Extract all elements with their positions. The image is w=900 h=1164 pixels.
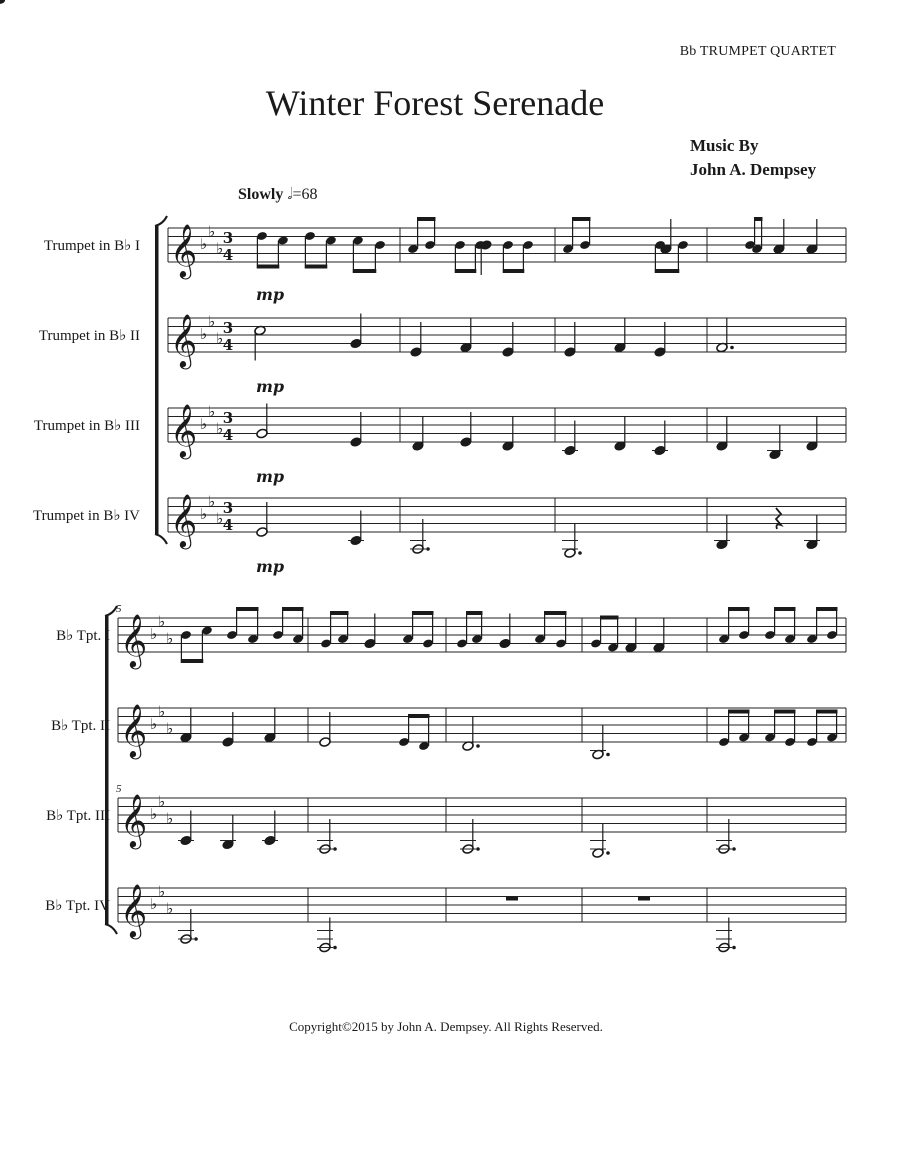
bracket-hook <box>105 924 117 934</box>
time-signature-bottom: 4 <box>222 516 234 534</box>
system-1 <box>0 0 846 576</box>
dot <box>476 847 480 851</box>
beam <box>600 616 619 620</box>
bracket-hook <box>155 534 167 544</box>
time-signature-bottom: 4 <box>222 426 234 444</box>
staff <box>56 603 846 669</box>
beam <box>544 611 567 615</box>
treble-clef-icon: 𝄞 <box>120 613 148 667</box>
staff <box>0 0 846 304</box>
quarter-note-icon: 𝅗𝅥 <box>287 184 293 203</box>
flat-icon: ♭ <box>166 719 174 738</box>
flat-icon: ♭ <box>166 809 174 828</box>
ensemble-label: Bb TRUMPET QUARTET <box>679 44 836 59</box>
flat-icon: ♭ <box>216 509 224 528</box>
tempo-text: Slowly <box>238 186 284 203</box>
flat-icon: ♭ <box>150 895 158 913</box>
treble-clef-icon: 𝄞 <box>120 883 148 937</box>
beam <box>417 217 436 221</box>
flat-icon: ♭ <box>216 239 224 258</box>
system-bracket <box>155 226 159 534</box>
time-signature-top: 3 <box>222 229 234 247</box>
flat-icon: ♭ <box>200 325 208 343</box>
credit-label: Music By <box>690 136 759 155</box>
part-label: B♭ Tpt. I <box>56 628 110 644</box>
beam <box>728 710 750 714</box>
dynamic-marking: mp <box>256 377 285 396</box>
part-label: B♭ Tpt. IV <box>45 898 110 914</box>
beam <box>572 217 591 221</box>
flat-icon: ♭ <box>158 792 166 811</box>
staff <box>45 882 846 953</box>
flat-icon: ♭ <box>216 419 224 438</box>
beam <box>754 217 763 221</box>
beam <box>305 265 328 269</box>
beam <box>774 607 796 611</box>
part-label: Trumpet in B♭ II <box>38 328 140 344</box>
part-label: B♭ Tpt. II <box>51 718 110 734</box>
flat-icon: ♭ <box>158 702 166 721</box>
treble-clef-icon: 𝄞 <box>170 313 198 367</box>
treble-clef-icon: 𝄞 <box>120 703 148 757</box>
dot <box>194 937 198 941</box>
beam <box>257 265 280 269</box>
flat-icon: ♭ <box>150 805 158 823</box>
dot <box>333 847 337 851</box>
staff <box>46 783 846 858</box>
flat-icon: ♭ <box>158 882 166 901</box>
staff <box>39 312 846 396</box>
beam <box>282 607 304 611</box>
staff <box>51 702 846 760</box>
dynamic-marking: mp <box>256 557 285 576</box>
beam <box>816 607 838 611</box>
flat-icon: ♭ <box>200 415 208 433</box>
flat-icon: ♭ <box>208 492 216 511</box>
treble-clef-icon: 𝄞 <box>170 223 198 277</box>
part-label: Trumpet in B♭ I <box>43 238 140 254</box>
flat-icon: ♭ <box>200 235 208 253</box>
bracket-hook <box>155 216 167 226</box>
quarter-rest-icon <box>776 508 781 529</box>
composer-name: John A. Dempsey <box>690 160 817 179</box>
dot <box>476 744 480 748</box>
beam <box>655 269 680 273</box>
copyright-notice: Copyright©2015 by John A. Dempsey. All Rights Reserved. <box>289 1019 603 1034</box>
flat-icon: ♭ <box>150 625 158 643</box>
flat-icon: ♭ <box>150 715 158 733</box>
dot <box>730 346 734 350</box>
part-label: Trumpet in B♭ IV <box>33 508 140 524</box>
beam <box>408 714 430 718</box>
beam <box>774 710 796 714</box>
beam <box>728 607 750 611</box>
time-signature-top: 3 <box>222 319 234 337</box>
beam <box>466 611 483 615</box>
flat-icon: ♭ <box>166 899 174 918</box>
flat-icon: ♭ <box>166 629 174 648</box>
part-label: B♭ Tpt. III <box>46 808 110 824</box>
flat-icon: ♭ <box>216 329 224 348</box>
flat-icon: ♭ <box>208 402 216 421</box>
beam <box>503 269 525 273</box>
dynamic-marking: mp <box>256 467 285 486</box>
part-label: Trumpet in B♭ III <box>33 418 140 434</box>
beam <box>353 269 377 273</box>
beam <box>330 611 349 615</box>
beam <box>816 710 838 714</box>
beam <box>181 659 204 663</box>
dot <box>333 946 337 950</box>
flat-icon: ♭ <box>208 222 216 241</box>
note-head <box>0 0 5 4</box>
measure-number: 5 <box>116 603 122 615</box>
dot <box>606 851 610 855</box>
dot <box>732 847 736 851</box>
whole-rest <box>506 897 518 901</box>
treble-clef-icon: 𝄞 <box>120 793 148 847</box>
dot <box>732 946 736 950</box>
whole-rest <box>638 897 650 901</box>
dot <box>426 547 430 551</box>
flat-icon: ♭ <box>200 505 208 523</box>
dynamic-marking: mp <box>256 285 285 304</box>
flat-icon: ♭ <box>158 612 166 631</box>
treble-clef-icon: 𝄞 <box>170 493 198 547</box>
time-signature-bottom: 4 <box>222 246 234 264</box>
measure-number: 5 <box>116 783 122 795</box>
beam <box>236 607 259 611</box>
flat-icon: ♭ <box>208 312 216 331</box>
dot <box>578 551 582 555</box>
beam <box>412 611 434 615</box>
piece-title: Winter Forest Serenade <box>265 83 605 123</box>
tempo-equals: = <box>292 186 302 203</box>
system-2 <box>45 603 846 953</box>
time-signature-top: 3 <box>222 499 234 517</box>
system-bracket <box>105 616 109 924</box>
time-signature-top: 3 <box>222 409 234 427</box>
time-signature-bottom: 4 <box>222 336 234 354</box>
beam <box>455 269 477 273</box>
dot <box>606 753 610 757</box>
tempo-bpm: 68 <box>301 186 318 203</box>
treble-clef-icon: 𝄞 <box>170 403 198 457</box>
